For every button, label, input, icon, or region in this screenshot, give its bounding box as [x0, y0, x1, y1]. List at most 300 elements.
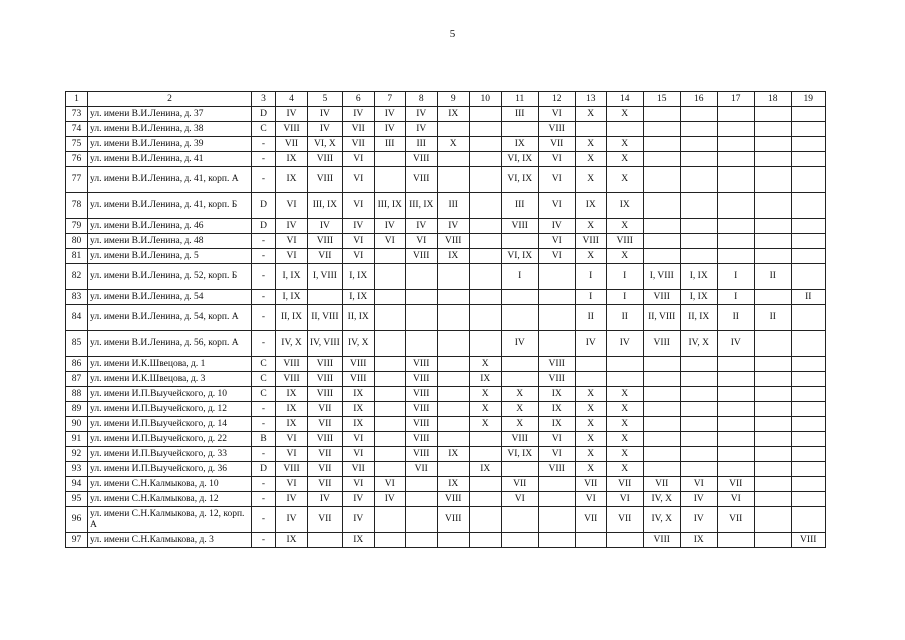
table-cell — [680, 219, 717, 234]
table-cell: X — [606, 387, 643, 402]
table-cell — [501, 305, 538, 331]
table-cell — [754, 447, 791, 462]
table-cell — [469, 167, 501, 193]
table-cell — [680, 432, 717, 447]
header-row — [66, 92, 826, 107]
table-cell — [717, 152, 754, 167]
table-cell — [437, 357, 469, 372]
table-cell — [469, 234, 501, 249]
table-cell: VII — [308, 462, 343, 477]
table-row — [66, 507, 826, 533]
table-cell: VIII — [308, 167, 343, 193]
table-cell — [754, 290, 791, 305]
table-cell — [437, 387, 469, 402]
row-number: 86 — [66, 357, 88, 372]
table-cell — [538, 331, 575, 357]
table-row — [66, 234, 826, 249]
table-cell: VI — [276, 432, 308, 447]
table-cell — [374, 533, 405, 548]
table-cell: VII — [308, 417, 343, 432]
table-cell — [680, 234, 717, 249]
table-cell — [791, 402, 825, 417]
table-cell — [374, 331, 405, 357]
table-cell — [501, 290, 538, 305]
table-cell: I — [501, 264, 538, 290]
table-cell — [643, 432, 680, 447]
table-cell — [469, 305, 501, 331]
row-number: 87 — [66, 372, 88, 387]
table-cell: IV — [405, 219, 437, 234]
table-cell: X — [575, 249, 606, 264]
table-cell: IX — [538, 417, 575, 432]
table-cell: - — [252, 305, 276, 331]
row-number: 88 — [66, 387, 88, 402]
table-cell — [606, 372, 643, 387]
table-cell: IX — [342, 402, 374, 417]
table-cell: VIII — [405, 402, 437, 417]
table-cell: VII — [717, 477, 754, 492]
table-cell — [791, 507, 825, 533]
table-cell — [405, 507, 437, 533]
row-number: 78 — [66, 193, 88, 219]
table-cell: IX — [276, 402, 308, 417]
table-cell: VIII — [308, 432, 343, 447]
table-cell: VI — [276, 447, 308, 462]
address-cell: ул. имени С.Н.Калмыкова, д. 10 — [88, 477, 252, 492]
table-cell — [405, 477, 437, 492]
table-cell: II — [606, 305, 643, 331]
address-cell: ул. имени С.Н.Калмыкова, д. 12, корп. А — [88, 507, 252, 533]
table-cell: X — [575, 417, 606, 432]
table-cell — [754, 477, 791, 492]
table-cell — [791, 193, 825, 219]
row-number: 76 — [66, 152, 88, 167]
table-cell: IX — [469, 372, 501, 387]
row-number: 75 — [66, 137, 88, 152]
table-cell — [469, 507, 501, 533]
table-cell: IX — [575, 193, 606, 219]
page-number: 5 — [449, 28, 456, 40]
table-cell: VI — [374, 234, 405, 249]
row-number: 93 — [66, 462, 88, 477]
table-cell — [538, 507, 575, 533]
row-number: 97 — [66, 533, 88, 548]
table-cell — [643, 249, 680, 264]
table-cell: II, IX — [680, 305, 717, 331]
table-cell: VIII — [791, 533, 825, 548]
address-cell: ул. имени В.И.Ленина, д. 37 — [88, 107, 252, 122]
table-cell: VII — [575, 507, 606, 533]
table-cell: I — [575, 264, 606, 290]
table-cell: VIII — [405, 357, 437, 372]
table-cell: VIII — [405, 447, 437, 462]
address-cell: ул. имени И.К.Швецова, д. 1 — [88, 357, 252, 372]
table-cell: II — [575, 305, 606, 331]
address-cell: ул. имени В.И.Ленина, д. 46 — [88, 219, 252, 234]
table-cell: VIII — [538, 462, 575, 477]
table-cell — [469, 447, 501, 462]
table-row — [66, 417, 826, 432]
table-cell — [606, 122, 643, 137]
table-cell: C — [252, 372, 276, 387]
table-cell: IV — [374, 492, 405, 507]
table-cell — [405, 331, 437, 357]
table-cell: IV — [342, 492, 374, 507]
table-row — [66, 193, 826, 219]
table-cell: IX — [538, 387, 575, 402]
table-cell: VIII — [405, 167, 437, 193]
table-cell: VIII — [437, 234, 469, 249]
table-cell: - — [252, 492, 276, 507]
row-number: 90 — [66, 417, 88, 432]
table-cell — [680, 137, 717, 152]
table-cell: X — [469, 402, 501, 417]
column-header: 4 — [276, 92, 308, 107]
column-header: 19 — [791, 92, 825, 107]
table-cell: VII — [276, 137, 308, 152]
table-cell: VII — [405, 462, 437, 477]
table-cell — [437, 402, 469, 417]
table-cell: I, IX — [276, 264, 308, 290]
table-cell — [717, 462, 754, 477]
row-number: 92 — [66, 447, 88, 462]
table-cell: VIII — [405, 432, 437, 447]
table-cell — [791, 417, 825, 432]
table-cell: IV — [374, 122, 405, 137]
table-row — [66, 402, 826, 417]
table-cell — [717, 167, 754, 193]
table-cell: VII — [501, 477, 538, 492]
table-cell: VI — [717, 492, 754, 507]
table-cell — [643, 402, 680, 417]
address-cell: ул. имени И.П.Выучейского, д. 22 — [88, 432, 252, 447]
table-cell — [575, 357, 606, 372]
table-cell: - — [252, 331, 276, 357]
table-cell: VI — [276, 249, 308, 264]
table-cell: B — [252, 432, 276, 447]
table-cell — [437, 305, 469, 331]
address-cell: ул. имени В.И.Ленина, д. 39 — [88, 137, 252, 152]
table-cell — [501, 462, 538, 477]
table-cell: VIII — [276, 122, 308, 137]
address-cell: ул. имени В.И.Ленина, д. 54 — [88, 290, 252, 305]
table-cell — [791, 122, 825, 137]
table-cell — [469, 492, 501, 507]
table-cell — [405, 264, 437, 290]
table-cell — [575, 372, 606, 387]
table-cell: X — [606, 152, 643, 167]
table-cell: IV — [308, 492, 343, 507]
table-cell — [717, 357, 754, 372]
table-cell: VII — [606, 507, 643, 533]
table-cell — [643, 417, 680, 432]
table-cell: VI, IX — [501, 249, 538, 264]
table-cell — [791, 167, 825, 193]
table-cell: IV — [606, 331, 643, 357]
table-cell — [437, 462, 469, 477]
table-cell: X — [606, 137, 643, 152]
table-cell: VIII — [276, 462, 308, 477]
table-cell: - — [252, 264, 276, 290]
table-cell — [374, 447, 405, 462]
table-cell: IV — [680, 492, 717, 507]
table-cell: VI — [538, 193, 575, 219]
table-cell — [437, 372, 469, 387]
table-cell — [501, 234, 538, 249]
table-cell — [754, 122, 791, 137]
table-cell — [754, 331, 791, 357]
table-cell: VII — [342, 462, 374, 477]
table-cell: VI — [405, 234, 437, 249]
table-cell: IX — [276, 417, 308, 432]
table-cell: VI — [538, 167, 575, 193]
table-cell: VIII — [501, 432, 538, 447]
table-cell: III, IX — [405, 193, 437, 219]
table-cell — [374, 372, 405, 387]
table-cell: IX — [342, 417, 374, 432]
table-cell: D — [252, 193, 276, 219]
table-cell: VI — [276, 234, 308, 249]
table-cell — [717, 387, 754, 402]
table-cell: VI — [538, 249, 575, 264]
address-cell: ул. имени И.П.Выучейского, д. 14 — [88, 417, 252, 432]
table-cell — [717, 122, 754, 137]
table-cell — [437, 331, 469, 357]
table-cell — [437, 264, 469, 290]
table-cell — [469, 137, 501, 152]
table-cell: X — [575, 219, 606, 234]
table-cell — [791, 372, 825, 387]
table-cell — [374, 290, 405, 305]
address-cell: ул. имени И.П.Выучейского, д. 12 — [88, 402, 252, 417]
table-cell: VII — [575, 477, 606, 492]
table-cell — [437, 167, 469, 193]
table-cell — [405, 492, 437, 507]
table-row — [66, 305, 826, 331]
table-cell: X — [575, 167, 606, 193]
table-cell — [680, 357, 717, 372]
table-cell: IV — [308, 219, 343, 234]
table-cell: VII — [643, 477, 680, 492]
table-cell — [680, 402, 717, 417]
column-header: 2 — [88, 92, 252, 107]
table-row — [66, 167, 826, 193]
column-header: 10 — [469, 92, 501, 107]
row-number: 73 — [66, 107, 88, 122]
table-cell: X — [437, 137, 469, 152]
table-cell — [717, 533, 754, 548]
table-cell: IV — [575, 331, 606, 357]
table-cell — [717, 447, 754, 462]
table-cell — [791, 432, 825, 447]
table-cell: IV — [405, 107, 437, 122]
table-cell — [469, 107, 501, 122]
table-row — [66, 152, 826, 167]
table-cell: III — [501, 193, 538, 219]
table-cell — [680, 462, 717, 477]
table-cell: VI — [342, 477, 374, 492]
table-cell: IV — [308, 107, 343, 122]
row-number: 96 — [66, 507, 88, 533]
address-cell: ул. имени В.И.Ленина, д. 41 — [88, 152, 252, 167]
table-cell: VII — [308, 447, 343, 462]
row-number: 89 — [66, 402, 88, 417]
table-cell — [791, 462, 825, 477]
table-cell — [754, 492, 791, 507]
column-header: 6 — [342, 92, 374, 107]
table-cell: X — [606, 167, 643, 193]
table-cell — [680, 249, 717, 264]
column-header: 12 — [538, 92, 575, 107]
table-cell: VIII — [308, 152, 343, 167]
table-cell: X — [501, 402, 538, 417]
table-cell — [643, 193, 680, 219]
table-row — [66, 372, 826, 387]
table-cell: - — [252, 249, 276, 264]
address-table — [65, 91, 826, 548]
table-cell — [469, 122, 501, 137]
table-cell: D — [252, 219, 276, 234]
table-cell — [606, 357, 643, 372]
table-cell: D — [252, 462, 276, 477]
table-cell: IV — [276, 107, 308, 122]
row-number: 77 — [66, 167, 88, 193]
table-cell: - — [252, 507, 276, 533]
table-cell — [469, 432, 501, 447]
table-cell: VI — [538, 234, 575, 249]
table-cell: IX — [437, 249, 469, 264]
table-cell — [538, 477, 575, 492]
address-cell: ул. имени В.И.Ленина, д. 54, корп. А — [88, 305, 252, 331]
table-cell: III, IX — [374, 193, 405, 219]
table-cell — [374, 152, 405, 167]
table-row — [66, 290, 826, 305]
table-cell — [437, 417, 469, 432]
table-cell: VIII — [276, 372, 308, 387]
table-cell — [606, 533, 643, 548]
table-cell — [680, 193, 717, 219]
table-cell: VI — [606, 492, 643, 507]
table-cell: VI — [342, 432, 374, 447]
table-cell — [469, 290, 501, 305]
table-cell: VIII — [276, 357, 308, 372]
table-cell: I, IX — [680, 290, 717, 305]
table-cell: IX — [437, 107, 469, 122]
table-cell — [717, 193, 754, 219]
table-cell — [437, 533, 469, 548]
table-cell — [791, 152, 825, 167]
table-cell: X — [575, 432, 606, 447]
table-cell — [717, 249, 754, 264]
column-header: 15 — [643, 92, 680, 107]
table-cell — [538, 264, 575, 290]
table-cell: VI — [538, 152, 575, 167]
table-cell — [374, 167, 405, 193]
table-cell: I, IX — [342, 264, 374, 290]
table-row — [66, 462, 826, 477]
table-cell: X — [606, 432, 643, 447]
address-cell: ул. имени И.К.Швецова, д. 3 — [88, 372, 252, 387]
table-cell — [501, 507, 538, 533]
table-cell: - — [252, 477, 276, 492]
table-cell: VIII — [308, 387, 343, 402]
address-cell: ул. имени В.И.Ленина, д. 48 — [88, 234, 252, 249]
table-cell: II, IX — [276, 305, 308, 331]
table-cell — [374, 305, 405, 331]
table-cell: I — [575, 290, 606, 305]
table-cell: - — [252, 290, 276, 305]
table-cell — [754, 219, 791, 234]
table-cell: IV — [680, 507, 717, 533]
table-cell: I — [606, 264, 643, 290]
table-cell — [374, 357, 405, 372]
table-cell — [717, 107, 754, 122]
table-cell: VIII — [538, 372, 575, 387]
table-cell — [374, 264, 405, 290]
table-cell: IV — [405, 122, 437, 137]
table-cell: VII — [717, 507, 754, 533]
table-cell: VII — [342, 122, 374, 137]
column-header: 7 — [374, 92, 405, 107]
table-cell — [308, 290, 343, 305]
table-cell — [469, 477, 501, 492]
table-cell: IV — [276, 219, 308, 234]
table-cell — [754, 234, 791, 249]
table-cell — [469, 264, 501, 290]
table-cell: II, IX — [342, 305, 374, 331]
table-cell: VIII — [405, 417, 437, 432]
table-cell — [754, 402, 791, 417]
table-cell: VII — [308, 507, 343, 533]
table-cell: I, IX — [680, 264, 717, 290]
address-cell: ул. имени С.Н.Калмыкова, д. 3 — [88, 533, 252, 548]
table-cell: VI — [538, 107, 575, 122]
table-cell: I, VIII — [643, 264, 680, 290]
table-cell: IV — [342, 507, 374, 533]
table-cell: VIII — [643, 533, 680, 548]
table-cell — [754, 507, 791, 533]
table-cell: I — [717, 264, 754, 290]
table-cell: - — [252, 417, 276, 432]
table-cell — [754, 372, 791, 387]
table-cell — [754, 249, 791, 264]
column-header: 17 — [717, 92, 754, 107]
table-cell: VIII — [405, 387, 437, 402]
table-cell — [791, 447, 825, 462]
table-cell — [643, 372, 680, 387]
table-cell — [791, 477, 825, 492]
column-header: 3 — [252, 92, 276, 107]
table-cell — [680, 167, 717, 193]
table-cell — [374, 249, 405, 264]
column-header: 8 — [405, 92, 437, 107]
table-cell: X — [606, 402, 643, 417]
table-cell: VI — [680, 477, 717, 492]
table-cell: X — [606, 417, 643, 432]
table-cell — [754, 387, 791, 402]
table-cell: IX — [276, 167, 308, 193]
table-cell: C — [252, 357, 276, 372]
address-cell: ул. имени С.Н.Калмыкова, д. 12 — [88, 492, 252, 507]
column-header: 16 — [680, 92, 717, 107]
table-cell: IV, VIII — [308, 331, 343, 357]
address-cell: ул. имени В.И.Ленина, д. 41, корп. А — [88, 167, 252, 193]
column-header: 18 — [754, 92, 791, 107]
table-cell: - — [252, 234, 276, 249]
table-cell: X — [469, 387, 501, 402]
table-cell: - — [252, 167, 276, 193]
row-number: 74 — [66, 122, 88, 137]
